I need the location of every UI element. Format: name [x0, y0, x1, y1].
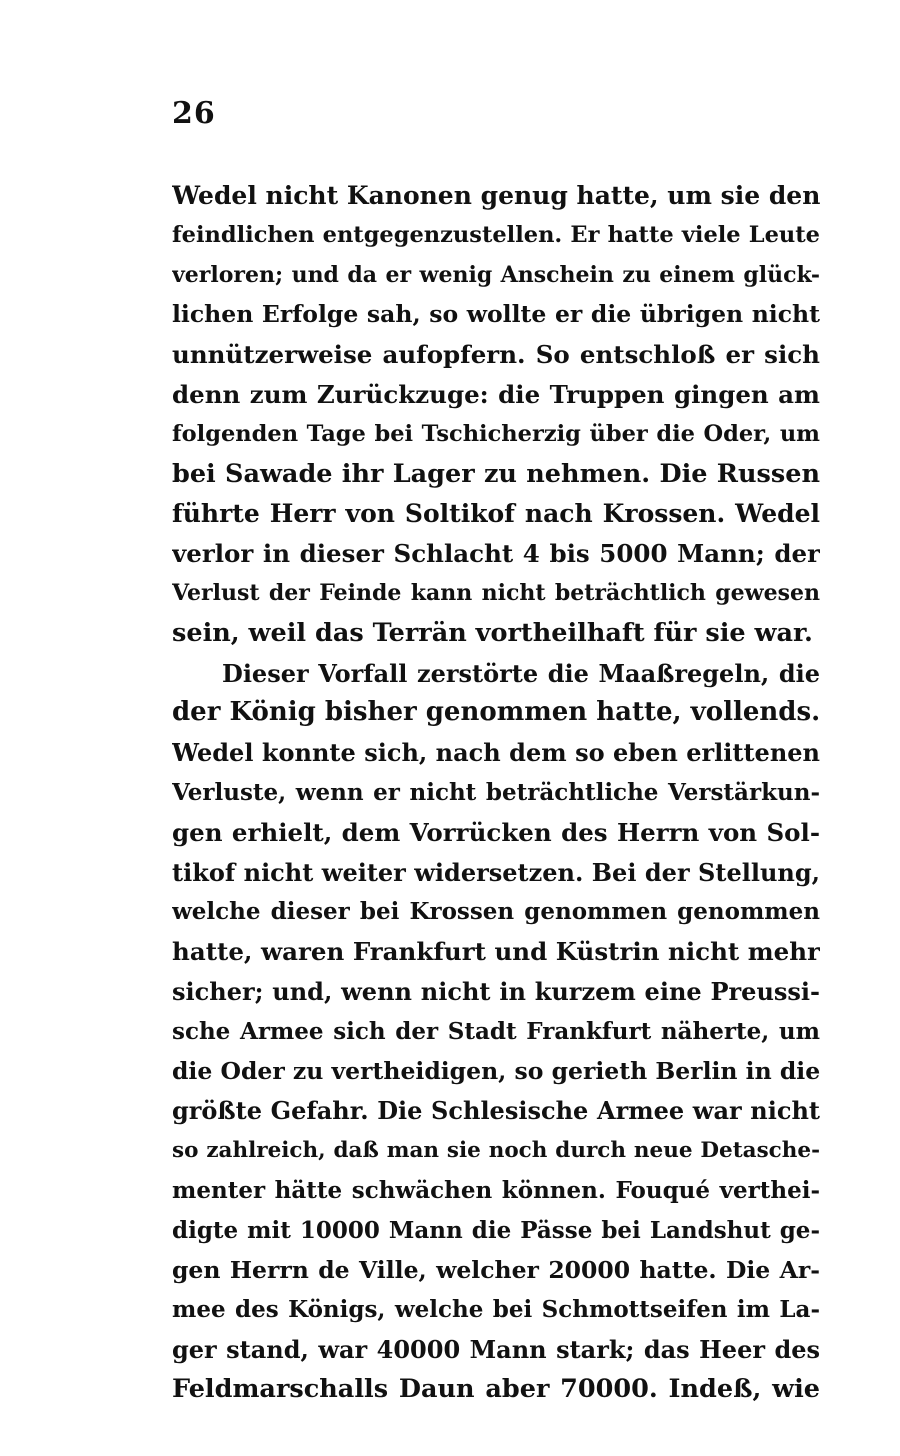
text-line: hatte, waren Frankfurt und Küstrin nicht mehr: [172, 937, 820, 967]
text-line: feindlichen entgegenzustellen. Er hatte viele Leute: [172, 221, 820, 248]
text-line: folgenden Tage bei Tschicherzig über die Oder, um: [172, 420, 820, 447]
text-line: ger stand, war 40000 Mann stark; das Heer des: [172, 1335, 820, 1365]
text-line: menter hätte schwächen können. Fouqué verthei-: [172, 1176, 820, 1204]
text-line: welche dieser bei Krossen genommen genommen: [172, 898, 820, 926]
text-line: Dieser Vorfall zerstörte die Maaßregeln, die: [222, 658, 820, 688]
text-line: sein, weil das Terrän vortheilhaft für sie war.: [172, 617, 813, 648]
text-line: Verlust der Feinde kann nicht beträchtlich gewesen: [172, 579, 820, 606]
text-line: gen erhielt, dem Vorrücken des Herrn von Sol-: [172, 817, 820, 847]
text-line: gen Herrn de Ville, welcher 20000 hatte. Die Ar-: [172, 1255, 820, 1284]
text-line: Wedel nicht Kanonen genug hatte, um sie den: [172, 181, 820, 210]
text-line: verloren; und da er wenig Anschein zu einem glück-: [172, 261, 820, 288]
text-line: Feldmarschalls Daun aber 70000. Indeß, wie: [172, 1373, 820, 1404]
text-line: tikof nicht weiter widersetzen. Bei der Stellung,: [172, 857, 820, 887]
text-line: die Oder zu vertheidigen, so gerieth Berlin in die: [172, 1056, 820, 1085]
text-line: bei Sawade ihr Lager zu nehmen. Die Russen: [172, 458, 820, 489]
page-number: 26: [172, 96, 216, 131]
text-line: Wedel konnte sich, nach dem so eben erlittenen: [172, 738, 820, 768]
text-line: unnützerweise aufopfern. So entschloß er sich: [172, 340, 820, 370]
text-line: lichen Erfolge sah, so wollte er die übrigen nicht: [172, 300, 820, 329]
body-text: [172, 176, 820, 1410]
text-line: digte mit 10000 Mann die Pässe bei Landshut ge-: [172, 1216, 820, 1244]
text-line: mee des Königs, welche bei Schmottseifen im La-: [172, 1296, 820, 1324]
text-line: denn zum Zurückzuge: die Truppen gingen am: [172, 379, 820, 409]
text-line: sche Armee sich der Stadt Frankfurt näherte, um: [172, 1017, 820, 1045]
text-line: Verluste, wenn er nicht beträchtliche Verstärkun-: [172, 778, 820, 806]
text-line: größte Gefahr. Die Schlesische Armee war nicht: [172, 1096, 820, 1126]
text-line: der König bisher genommen hatte, vollends.: [172, 697, 820, 728]
text-line: führte Herr von Soltikof nach Krossen. Wedel: [172, 499, 820, 529]
text-line: so zahlreich, daß man sie noch durch neue Detasche-: [172, 1138, 820, 1164]
text-line: verlor in dieser Schlacht 4 bis 5000 Mann; der: [172, 539, 820, 569]
text-line: sicher; und, wenn nicht in kurzem eine Preussi-: [172, 976, 820, 1006]
